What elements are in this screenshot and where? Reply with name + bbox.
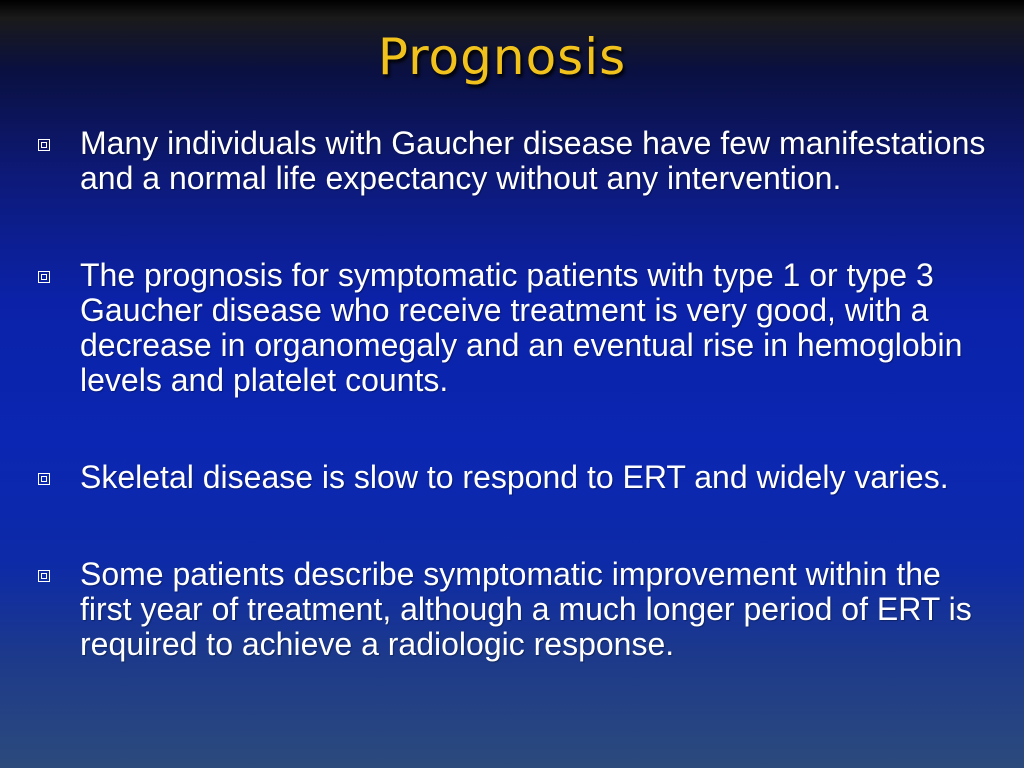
bullet-text: Some patients describe symptomatic improvement within the first year of treatment, although a much longer period of ERT is required to achieve a radiologic response. — [80, 556, 972, 662]
square-bullet-icon — [38, 139, 50, 151]
bullet-item — [36, 258, 986, 398]
slide-title: Prognosis — [377, 28, 627, 86]
square-bullet-icon — [38, 271, 50, 283]
bullet-text: Many individuals with Gaucher disease have few manifestations and a normal life expectancy without any intervention. — [80, 125, 986, 196]
bullet-text: The prognosis for symptomatic patients with type 1 or type 3 Gaucher disease who receive treatment is very good, with a decrease in organomegaly and an eventual rise in hemoglobin levels and platelet counts. — [80, 257, 963, 398]
bullet-item — [36, 126, 986, 196]
square-bullet-icon — [38, 570, 50, 582]
square-bullet-icon — [38, 473, 50, 485]
bullet-text: Skeletal disease is slow to respond to ERT and widely varies. — [80, 459, 949, 495]
bullet-item — [36, 460, 986, 495]
bullet-item — [36, 557, 986, 662]
bullet-list — [36, 126, 986, 724]
